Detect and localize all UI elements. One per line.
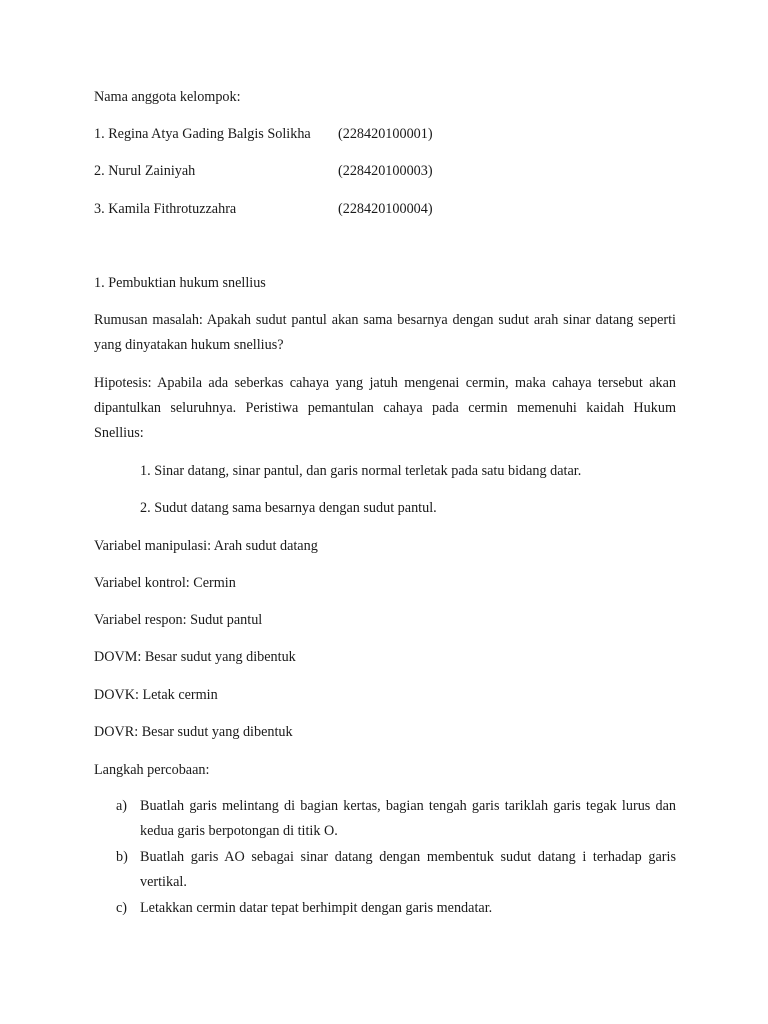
law-item: 1. Sinar datang, sinar pantul, dan garis normal terletak pada satu bidang datar. [140,463,582,479]
variable-line: DOVM: Besar sudut yang dibentuk [94,649,296,665]
step-text: Letakkan cermin datar tepat berhimpit dengan garis mendatar. [140,900,493,916]
variable-line: DOVR: Besar sudut yang dibentuk [94,724,293,740]
step-item [116,845,676,895]
member-name: 3. Kamila Fithrotuzzahra [94,201,237,217]
variable-line: Variabel manipulasi: Arah sudut datang [94,538,318,554]
member-id: (228420100003) [338,163,433,179]
hypothesis: Hipotesis: Apabila ada seberkas cahaya yang jatuh mengenai cermin, maka cahaya tersebut akan dipantulkan seluruhnya. Peristiwa pemantulan cahaya pada cermin memenuhi kaidah Hukum Snellius: [94,375,676,441]
member-id: (228420100001) [338,126,433,142]
member-row [94,199,494,219]
step-marker: a) [116,798,128,814]
member-row [94,161,494,181]
member-name: 1. Regina Atya Gading Balgis Solikha [94,126,311,142]
problem-statement: Rumusan masalah: Apakah sudut pantul akan sama besarnya dengan sudut arah sinar datang seperti yang dinyatakan hukum snellius? [94,312,676,353]
step-text: Buatlah garis AO sebagai sinar datang dengan membentuk sudut datang i terhadap garis vertikal. [140,849,676,890]
member-name: 2. Nurul Zainiyah [94,163,196,179]
law-item: 2. Sudut datang sama besarnya dengan sudut pantul. [140,500,437,516]
step-marker: c) [116,900,128,916]
variable-line: Variabel kontrol: Cermin [94,575,236,591]
step-item [116,896,676,921]
steps-title: Langkah percobaan: [94,762,210,778]
step-marker: b) [116,849,128,865]
section-title: 1. Pembuktian hukum snellius [94,275,266,291]
members-title: Nama anggota kelompok: [94,89,241,105]
step-item [116,794,676,844]
member-row [94,124,494,144]
variable-line: DOVK: Letak cermin [94,687,218,703]
step-text: Buatlah garis melintang di bagian kertas, bagian tengah garis tariklah garis tegak lurus dan kedua garis berpotongan di titik O. [140,798,676,839]
member-id: (228420100004) [338,201,433,217]
variable-line: Variabel respon: Sudut pantul [94,612,263,628]
